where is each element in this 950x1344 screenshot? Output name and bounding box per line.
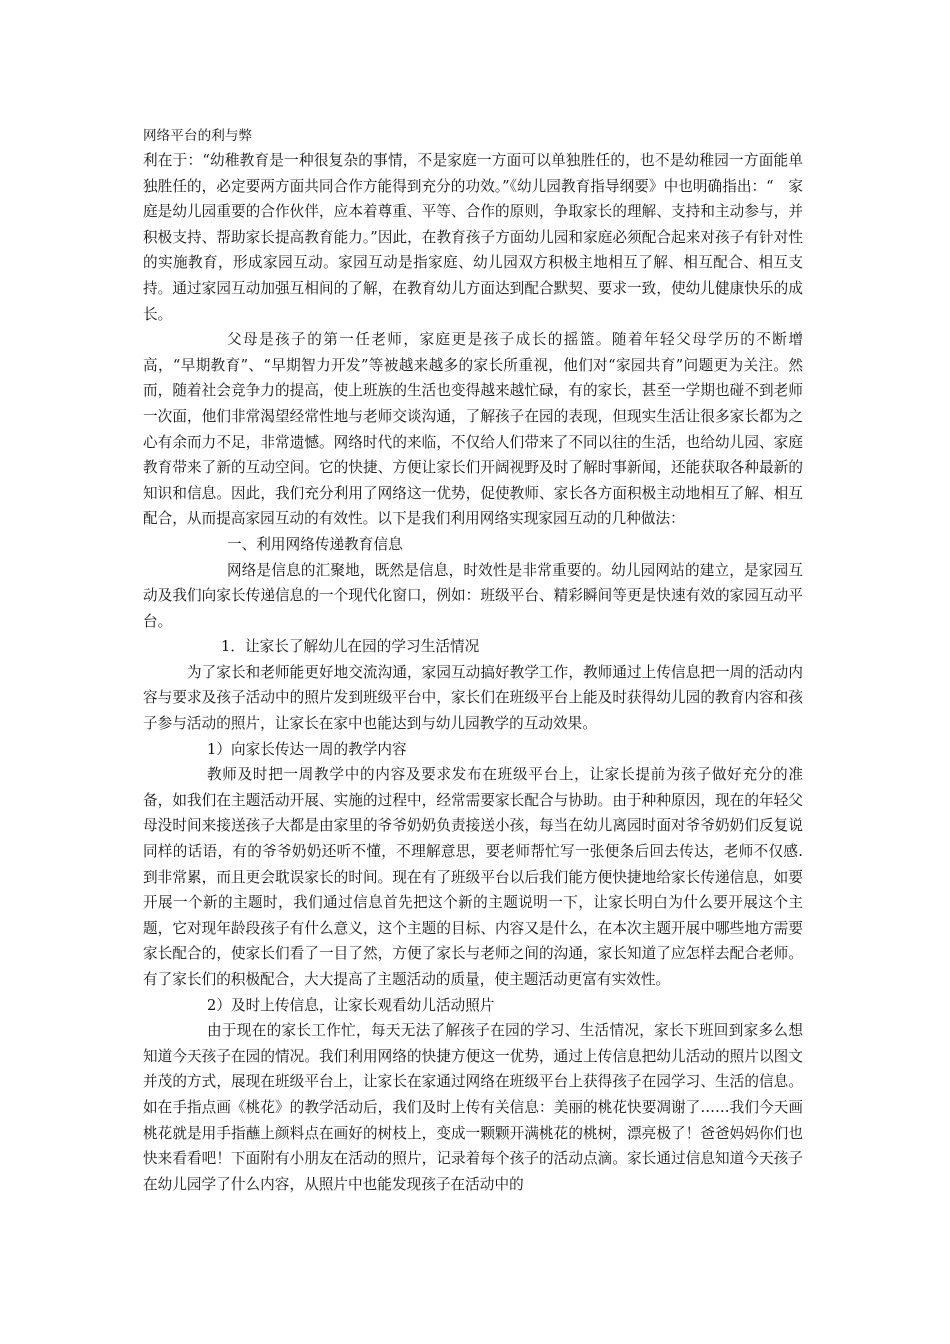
paragraph-network: 网络是信息的汇聚地，既然是信息，时效性是非常重要的。幼儿园网站的建立，是家园互动及我们向家长传递信息的一个现代化窗口，例如：班级平台、精彩瞬间等更是快速有效的家园互动平台。 [143,561,803,630]
paragraph-weekly-content: 教师及时把一周教学中的内容及要求发布在班级平台上，让家长提前为孩子做好充分的准备，如我们在主题活动开展、实施的过程中，经常需要家长配合与协助。由于种种原因，现在的年轻父母没时间来接送孩子大都是由家里的爷爷奶奶负责接送小孩，每当在幼儿离园时面对爷爷奶奶们反复说同样的话语，有的爷爷奶奶还听不懂，不理解意思，要老师帮忙写一张便条后回去传达，老师不仅感.到非常累，而且更会耽误家长的时间。现在有了班级平台以后我们能方便快捷地给家长传递信息，如要开展一个新的主题时，我们通过信息首先把这个新的主题说明一下，让家长明白为什么要开展这个主题，它对现年龄段孩子有什么意义，这个主题的目标、内容又是什么，在本次主题开展中哪些地方需要家长配合的，使家长们看了一目了然，方便了家长与老师之间的沟通，家长知道了应怎样去配合老师。有了家长们的积极配合，大大提高了主题活动的质量，使主题活动更富有实效性。 [143,766,803,988]
paragraph-communication: 为了家长和老师能更好地交流沟通，家园互动搞好教学工作，教师通过上传信息把一周的活动内容与要求及孩子活动中的照片发到班级平台中，家长们在班级平台上能及时获得幼儿园的教育内容和孩子参与活动的照片，让家长在家中也能达到与幼儿园教学的互动效果。 [143,663,803,733]
paragraph-intro: 利在于：“幼稚教育是一种很复杂的事情，不是家庭一方面可以单独胜任的，也不是幼稚园一方面能单独胜任的，必定要两方面共同合作方能得到充分的功效。”《幼儿园教育指导纲要》中也明确指出：“ 家庭是幼儿园重要的合作伙伴，应本着尊重、平等、合作的原则，争取家长的理解、支持和主动参与，并积极支持、帮助家长提高教育能力。”因此，在教育孩子方面幼儿园和家庭必须配合起来对孩子有针对性的实施教育，形成家园互动。家园互动是指家庭、幼儿园双方积极主地相互了解、相互配合、相互支持。通过家园互动加强互相间的了解，在教育幼儿方面达到配合默契、要求一致，使幼儿健康快乐的成长。 [143,152,803,323]
document-title: 网络平台的利与弊 [143,128,253,144]
paragraph-photos: 由于现在的家长工作忙，每天无法了解孩子在园的学习、生活情况，家长下班回到家多么想知道今天孩子在园的情况。我们利用网络的快捷方便这一优势，通过上传信息把幼儿活动的照片以图文并茂的方式，展现在班级平台上，让家长在家通过网络在班级平台上获得孩子在园学习、生活的信息。如在手指点画《桃花》的教学活动后，我们及时上传有关信息：美丽的桃花快要凋谢了……我们今天画桃花就是用手指蘸上颜料点在画好的树枝上，变成一颗颗开满桃花的桃树，漂亮极了！爸爸妈妈你们也快来看看吧！下面附有小朋友在活动的照片，记录着每个孩子的活动点滴。家长通过信息知道今天孩子在幼儿园学了什么内容，从照片中也能发现孩子在活动中的 [143,1022,803,1193]
subsection-heading-1-1: 1）向家长传达一周的教学内容 [207,740,407,758]
paragraph-parents: 父母是孩子的第一任老师，家庭更是孩子成长的摇篮。随着年轻父母学历的不断增高，“早期教育”、“早期智力开发”等被越来越多的家长所重视，他们对“家园共育”问题更为关注。然而，随着社会竞争力的提高，使上班族的生活也变得越来越忙碌，有的家长，甚至一学期也碰不到老师一次面，他们非常渴望经常性地与老师交谈沟通，了解孩子在园的表现，但现实生活让很多家长都为之心有余而力不足，非常遗憾。网络时代的来临，不仅给人们带来了不同以往的生活，也给幼儿园、家庭教育带来了新的互动空间。它的快捷、方便让家长们开阔视野及时了解时事新闻，还能获取各种最新的知识和信息。因此，我们充分利用了网络这一优势，促使教师、家长各方面积极主动地相互了解、相互配合，从而提高家园互动的有效性。以下是我们利用网络实现家园互动的几种做法： [143,331,803,528]
subsection-heading-1: 1．让家长了解幼儿在园的学习生活情况 [221,638,480,656]
section-heading-1: 一、利用网络传递教育信息 [227,535,403,553]
subsection-heading-1-2: 2）及时上传信息，让家长观看幼儿活动照片 [207,996,495,1014]
document-page [143,124,803,1197]
